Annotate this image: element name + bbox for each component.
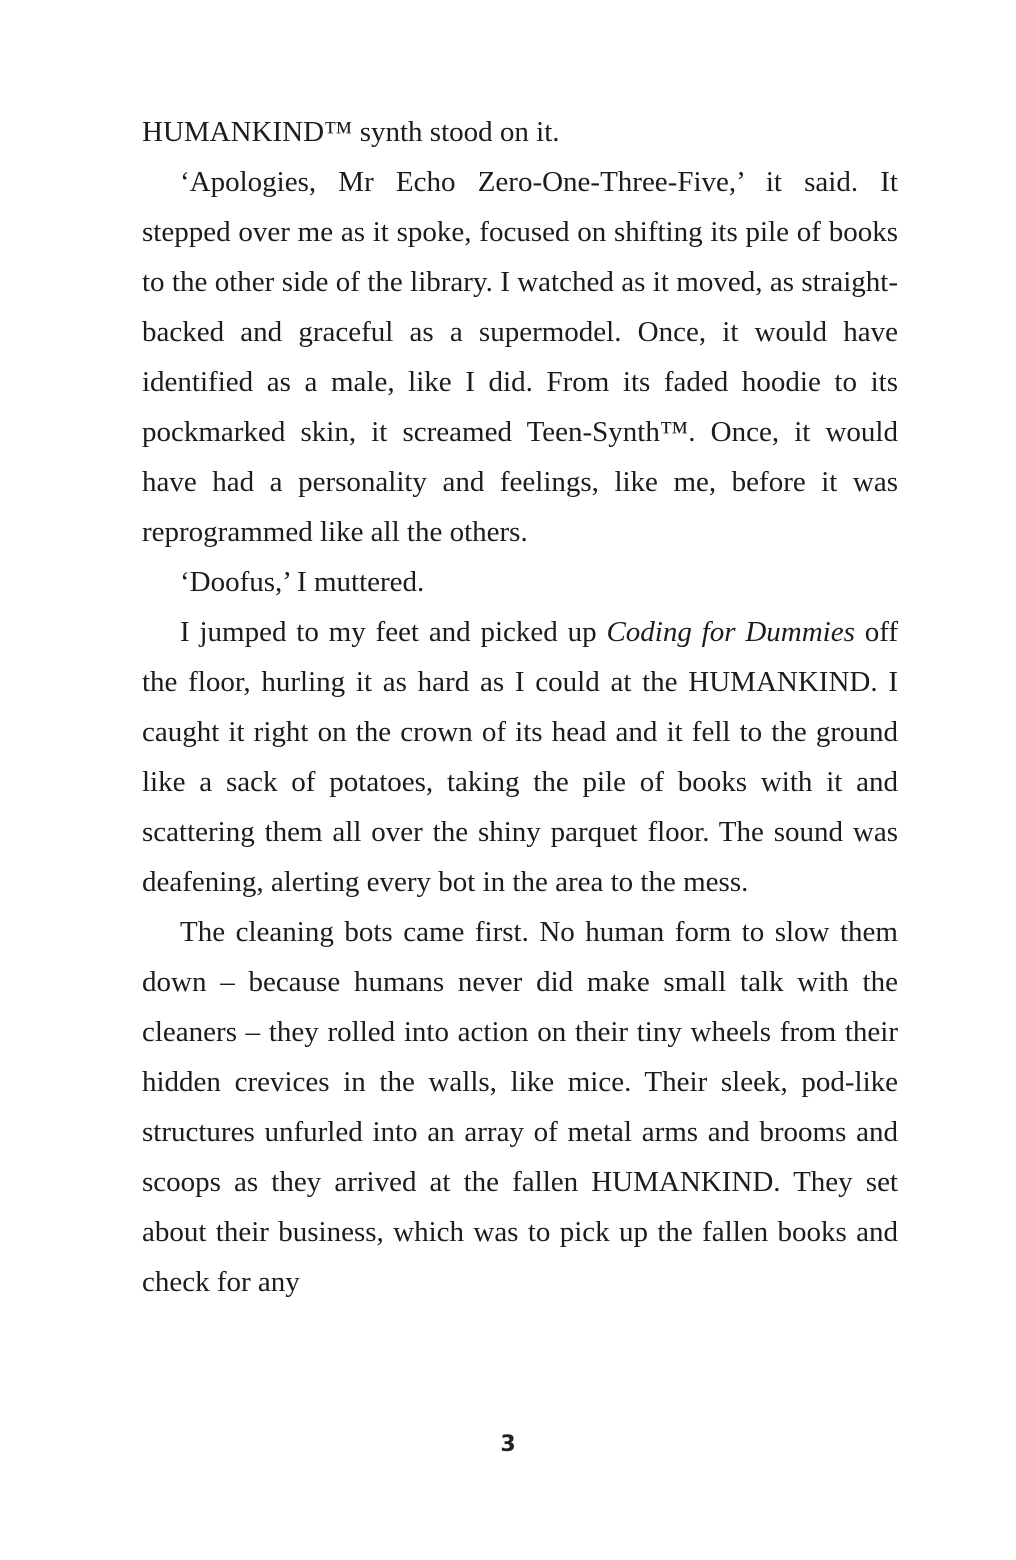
paragraph-jumped-before: I jumped to my feet and picked up: [180, 616, 607, 648]
page-number: 3: [500, 1432, 516, 1457]
book-title: Coding for Dummies: [606, 616, 855, 648]
paragraph-jumped-after: off the floor, hurling it as hard as I could at the HUMANKIND. I caught it right on the crown of its head and it fell to the ground like a sack of potatoes, taking the pile of books with it and scattering them all over the shiny parquet floor. The sound was deafening, alerting every bot in the area to the mess.: [142, 616, 899, 898]
paragraph-doofus: ‘Doofus,’ I muttered.: [180, 566, 425, 598]
paragraph-cleaning-bots: The cleaning bots came first. No human form to slow them down – because humans never did make small talk with the cleaners – they rolled into action on their tiny wheels from their hidden crevices in the walls, like mice. Their sleek, pod-like structures unfurled into an array of metal arms and brooms and scoops as they arrived at the fallen HUMANKIND. They set about their business, which was to pick up the fallen books and check for any: [142, 916, 898, 1298]
paragraph-jumped: [142, 607, 898, 907]
paragraph-continued: HUMANKIND™ synth stood on it.: [142, 116, 560, 148]
paragraph-apologies: ‘Apologies, Mr Echo Zero-One-Three-Five,’ it said. It stepped over me as it spoke, focused on shifting its pile of books to the other side of the library. I watched as it moved, as straight-backed and graceful as a supermodel. Once, it would have identified as a male, like I did. From its faded hoodie to its pockmarked skin, it screamed Teen-Synth™. Once, it would have had a personality and feelings, like me, before it was reprogrammed like all the others.: [142, 166, 898, 548]
body-text: [142, 107, 898, 1307]
